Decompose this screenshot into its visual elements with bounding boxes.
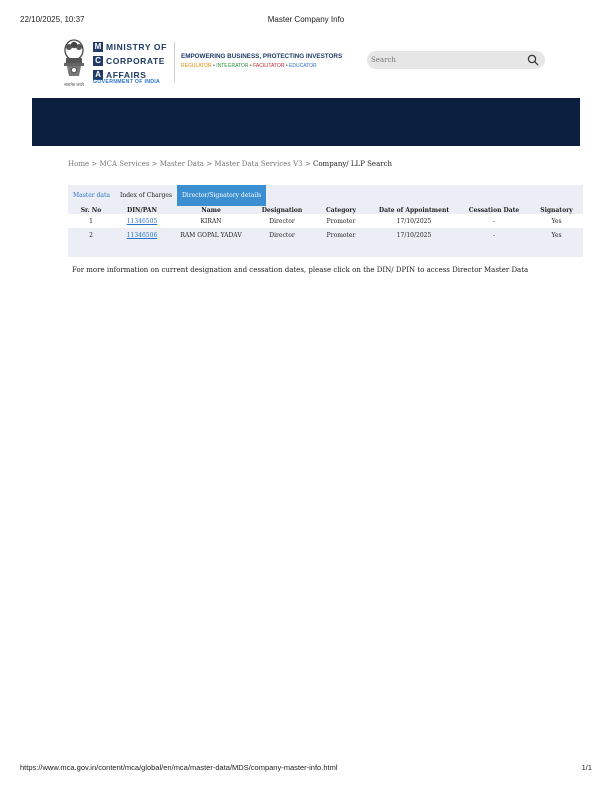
cell-date-of-appointment: 17/10/2025 — [370, 214, 458, 228]
print-title: Master Company Info — [267, 15, 345, 24]
hero-banner — [32, 98, 580, 146]
cell-designation: Director — [252, 214, 312, 228]
cell-date-of-appointment: 17/10/2025 — [396, 231, 432, 239]
print-date: 22/10/2025, 10:37 — [20, 15, 85, 24]
header-designation: Designation — [261, 206, 303, 214]
mca-word-affairs: AFFAIRS — [106, 69, 147, 80]
mca-letter-m: M — [94, 42, 102, 51]
breadcrumb-separator: > — [91, 160, 98, 168]
cell-designation: Director — [269, 231, 295, 239]
cell-cessation-date: - — [492, 231, 496, 239]
tagline-roles — [181, 63, 342, 69]
logo-divider — [174, 42, 175, 82]
role-separator: • — [285, 63, 288, 69]
print-footer — [20, 763, 592, 775]
mca-letter-a: A — [93, 70, 103, 80]
mca-row-corporate — [93, 54, 167, 67]
role-regulator: REGULATOR — [181, 63, 212, 69]
mca-word-corporate: CORPORATE — [106, 55, 166, 66]
breadcrumb-master-data-services[interactable]: Master Data Services V3 — [214, 160, 303, 168]
tagline — [181, 53, 342, 69]
search-icon[interactable] — [527, 54, 539, 66]
header-sr-no: Sr. No — [80, 206, 102, 214]
header-cessation-date: Cessation Date — [468, 206, 520, 214]
header-din-pan: DIN/PAN — [127, 206, 157, 214]
table-row — [68, 214, 583, 228]
role-facilitator: FACILITATOR — [253, 63, 285, 69]
info-text: For more information on current designation and cessation dates, please click on the DIN/ DPIN to access Director Master Data — [72, 266, 529, 274]
cell-category: Promoter — [312, 214, 370, 228]
cell-sr-no: 2 — [89, 231, 93, 239]
mca-letter-c: C — [93, 56, 103, 66]
cell-signatory: Yes — [530, 214, 583, 228]
breadcrumb-home[interactable]: Home — [68, 160, 90, 168]
mca-word-ministry: MINISTRY OF — [106, 41, 167, 52]
cell-sr-no: 1 — [68, 214, 114, 228]
breadcrumb-separator: > — [151, 160, 158, 168]
cell-din-link[interactable]: 11346505 — [114, 214, 170, 228]
tab-index-of-charges[interactable]: Index of Charges — [119, 192, 172, 199]
header-signatory: Signatory — [540, 206, 573, 214]
breadcrumb-master-data[interactable]: Master Data — [159, 160, 204, 168]
tab-bar — [68, 185, 266, 206]
cell-category: Promoter — [326, 231, 356, 239]
role-separator: • — [213, 63, 215, 69]
tab-master-data[interactable]: Master data — [73, 192, 110, 199]
tagline-main: EMPOWERING BUSINESS, PROTECTING INVESTORS — [181, 53, 343, 60]
cell-name: RAM GOPAL YADAV — [180, 231, 242, 239]
tab-director-signatory-details[interactable]: Director/Signatory details — [177, 185, 266, 206]
breadcrumb-current: Company/ LLP Search — [312, 160, 393, 168]
table-header-row — [68, 206, 583, 214]
cell-name: KIRAN — [170, 214, 252, 228]
emblem-caption: सत्यमेव जयते — [64, 82, 84, 87]
director-table — [68, 206, 583, 242]
cell-cessation-date: - — [458, 214, 530, 228]
mca-row-ministry — [93, 40, 167, 53]
role-integrator: INTEGRATOR — [216, 63, 249, 69]
search-input[interactable] — [371, 53, 521, 67]
director-details-panel — [68, 185, 583, 257]
national-emblem-icon — [58, 38, 90, 86]
header-date-of-appointment: Date of Appointment — [378, 206, 450, 214]
search-box — [367, 51, 545, 69]
header-name: Name — [201, 206, 221, 214]
breadcrumb-separator: > — [206, 160, 213, 168]
cell-din-link[interactable]: 11346506 — [126, 231, 158, 239]
mca-wordmark — [93, 40, 167, 82]
mca-logo[interactable] — [58, 38, 178, 90]
print-page-number: 1/1 — [581, 763, 592, 772]
role-separator: • — [249, 63, 252, 69]
header-category: Category — [325, 206, 357, 214]
cell-signatory: Yes — [551, 231, 562, 239]
role-educator: EDUCATOR — [289, 63, 317, 69]
breadcrumb-mca-services[interactable]: MCA Services — [99, 160, 150, 168]
breadcrumb — [68, 160, 392, 168]
government-of-india-label: GOVERNMENT OF INDIA — [93, 79, 161, 85]
print-url: https://www.mca.gov.in/content/mca/global/en/mca/master-data/MDS/company-master-info.html — [20, 763, 338, 772]
breadcrumb-separator: > — [304, 160, 311, 168]
table-row — [68, 228, 583, 242]
print-header — [20, 15, 592, 27]
